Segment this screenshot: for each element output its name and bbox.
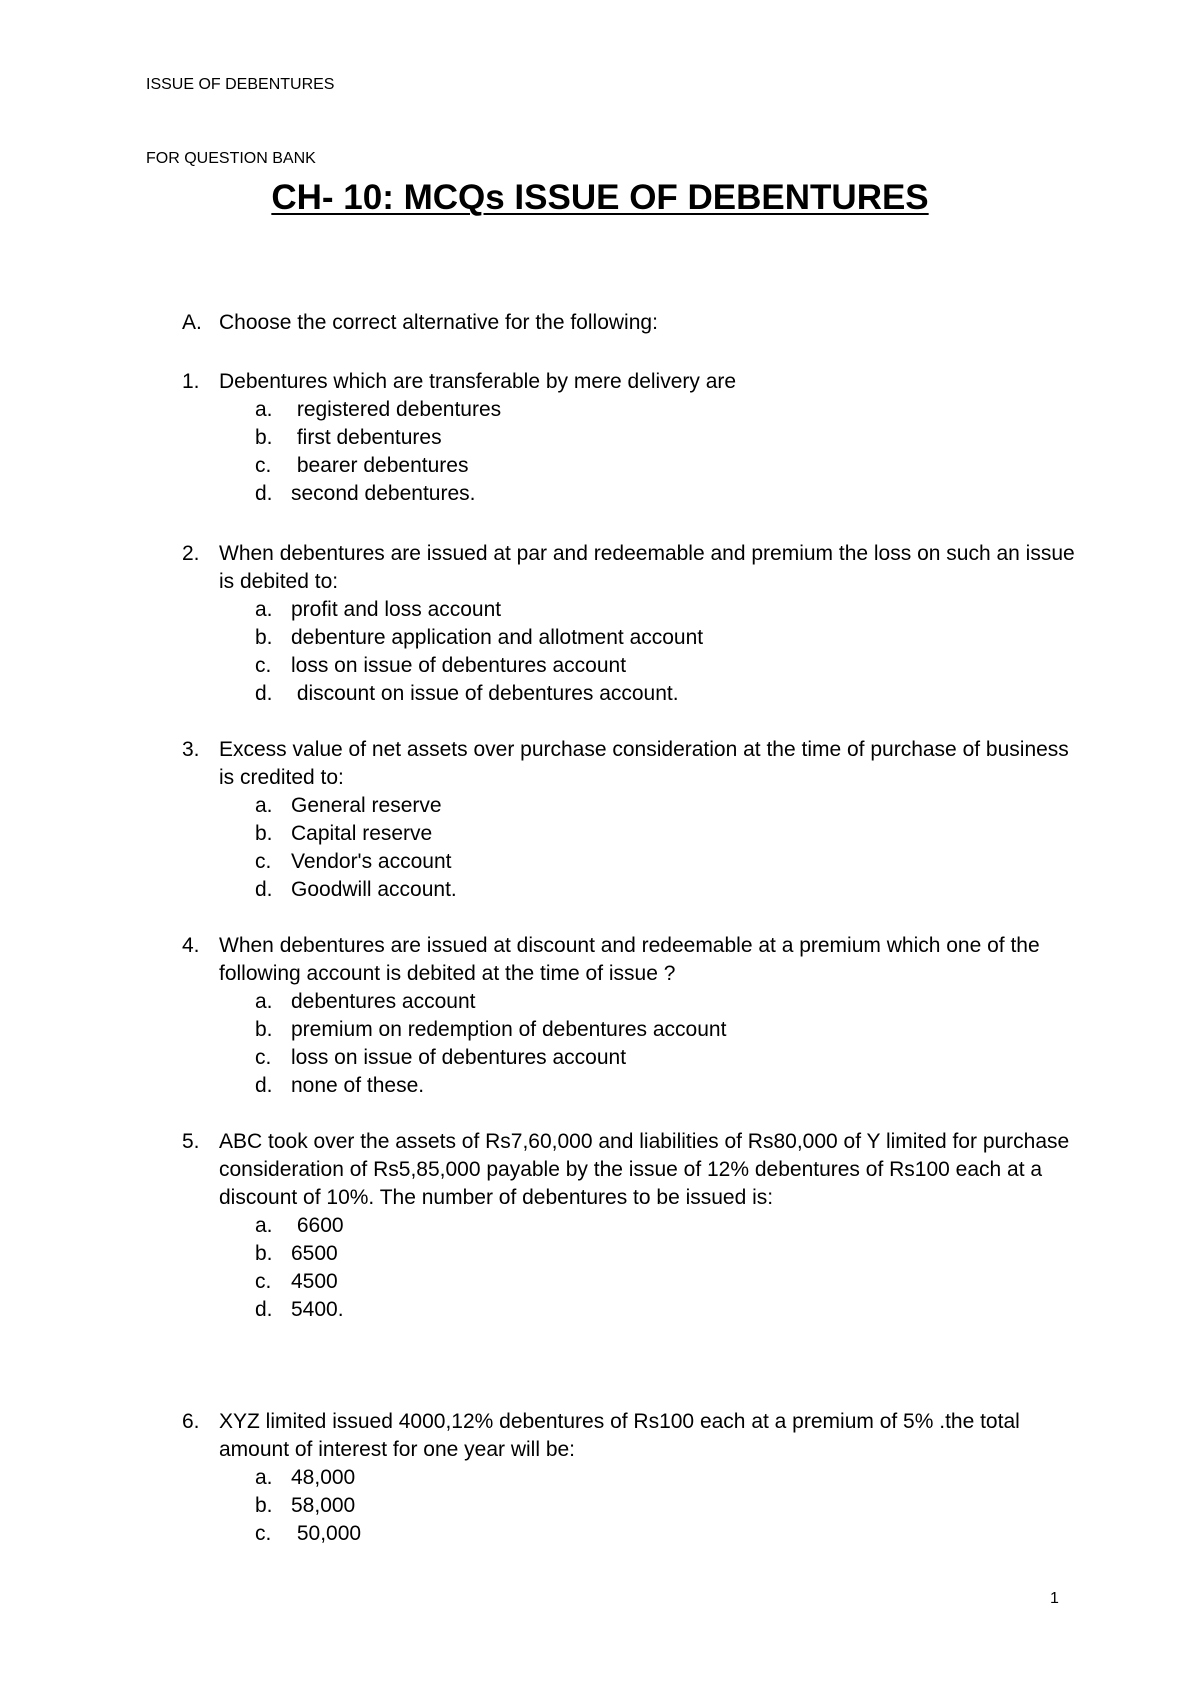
option-label: c.: [255, 454, 272, 477]
option-label: c.: [255, 850, 272, 873]
option-c: [182, 452, 1082, 480]
question-text: Excess value of net assets over purchase consideration at the time of purchase of business is credited to:: [219, 738, 1069, 789]
option-b: [182, 1016, 1082, 1044]
option-d: [182, 480, 1082, 508]
option-text: debentures account: [291, 990, 476, 1013]
option-b: [182, 820, 1082, 848]
question-text: ABC took over the assets of Rs7,60,000 and liabilities of Rs80,000 of Y limited for purchase consideration of Rs5,85,000 payable by the issue of 12% debentures of Rs100 each at a discount of 10%. The number of debentures to be issued is:: [219, 1130, 1070, 1209]
option-text: loss on issue of debentures account: [291, 1046, 627, 1069]
option-d: [182, 1072, 1082, 1100]
option-b: [182, 1492, 1082, 1520]
question-bank-label: FOR QUESTION BANK: [146, 150, 316, 167]
option-c: [182, 1520, 1082, 1548]
question-3: [182, 736, 1082, 904]
option-label: d.: [255, 1074, 273, 1097]
question-text: When debentures are issued at discount and redeemable at a premium which one of the following account is debited at the time of issue ?: [219, 934, 1040, 985]
option-c: [182, 1044, 1082, 1072]
question-number: 4.: [182, 934, 200, 957]
option-label: a.: [255, 598, 273, 621]
option-text: 6500: [291, 1242, 338, 1265]
question-number: 2.: [182, 542, 200, 565]
option-a: [182, 792, 1082, 820]
option-c: [182, 652, 1082, 680]
option-text: discount on issue of debentures account.: [291, 682, 679, 705]
option-label: b.: [255, 1494, 273, 1517]
option-label: a.: [255, 794, 273, 817]
option-text: premium on redemption of debentures account: [291, 1018, 727, 1041]
question-6: [182, 1408, 1082, 1548]
option-text: loss on issue of debentures account: [291, 654, 627, 677]
option-text: debenture application and allotment account: [291, 626, 704, 649]
page-number: 1: [1050, 1590, 1059, 1607]
option-label: d.: [255, 878, 273, 901]
option-label: d.: [255, 682, 273, 705]
option-d: [182, 1296, 1082, 1324]
option-label: c.: [255, 1522, 272, 1545]
option-label: c.: [255, 1046, 272, 1069]
option-b: [182, 424, 1082, 452]
option-c: [182, 848, 1082, 876]
option-text: Capital reserve: [291, 822, 433, 845]
option-text: bearer debentures: [291, 454, 469, 477]
option-label: d.: [255, 1298, 273, 1321]
option-text: Vendor's account: [291, 850, 452, 873]
question-2: [182, 540, 1082, 708]
option-text: registered debentures: [291, 398, 502, 421]
page-header: ISSUE OF DEBENTURES: [146, 76, 335, 93]
question-4: [182, 932, 1082, 1100]
question-number: 1.: [182, 370, 200, 393]
option-label: a.: [255, 398, 273, 421]
option-label: b.: [255, 426, 273, 449]
option-label: a.: [255, 1466, 273, 1489]
option-label: a.: [255, 1214, 273, 1237]
option-a: [182, 1212, 1082, 1240]
option-text: Goodwill account.: [291, 878, 457, 901]
option-label: d.: [255, 482, 273, 505]
option-a: [182, 988, 1082, 1016]
question-text: Debentures which are transferable by mere delivery are: [219, 370, 737, 393]
option-text: none of these.: [291, 1074, 425, 1097]
question-5: [182, 1128, 1082, 1324]
question-number: 3.: [182, 738, 200, 761]
question-number: 5.: [182, 1130, 200, 1153]
option-text: 48,000: [291, 1466, 356, 1489]
option-d: [182, 876, 1082, 904]
option-text: 6600: [291, 1214, 344, 1237]
option-label: b.: [255, 1242, 273, 1265]
question-number: 6.: [182, 1410, 200, 1433]
option-a: [182, 596, 1082, 624]
question-1: [182, 368, 1082, 508]
option-text: 58,000: [291, 1494, 356, 1517]
option-text: 50,000: [291, 1522, 362, 1545]
page-title: CH- 10: MCQs ISSUE OF DEBENTURES: [271, 178, 929, 217]
section-text: Choose the correct alternative for the following:: [219, 311, 658, 334]
option-b: [182, 1240, 1082, 1268]
option-text: profit and loss account: [291, 598, 502, 621]
option-text: first debentures: [291, 426, 442, 449]
section-marker: A.: [182, 311, 202, 334]
option-a: [182, 1464, 1082, 1492]
option-label: b.: [255, 626, 273, 649]
option-text: 4500: [291, 1270, 338, 1293]
option-c: [182, 1268, 1082, 1296]
option-label: a.: [255, 990, 273, 1013]
option-label: c.: [255, 654, 272, 677]
question-text: XYZ limited issued 4000,12% debentures of Rs100 each at a premium of 5% .the total amount of interest for one year will be:: [219, 1410, 1020, 1461]
option-a: [182, 396, 1082, 424]
question-text: When debentures are issued at par and redeemable and premium the loss on such an issue is debited to:: [219, 542, 1075, 593]
option-label: b.: [255, 1018, 273, 1041]
option-label: b.: [255, 822, 273, 845]
option-text: second debentures.: [291, 482, 476, 505]
option-d: [182, 680, 1082, 708]
option-b: [182, 624, 1082, 652]
option-label: c.: [255, 1270, 272, 1293]
option-text: 5400.: [291, 1298, 344, 1321]
option-text: General reserve: [291, 794, 442, 817]
